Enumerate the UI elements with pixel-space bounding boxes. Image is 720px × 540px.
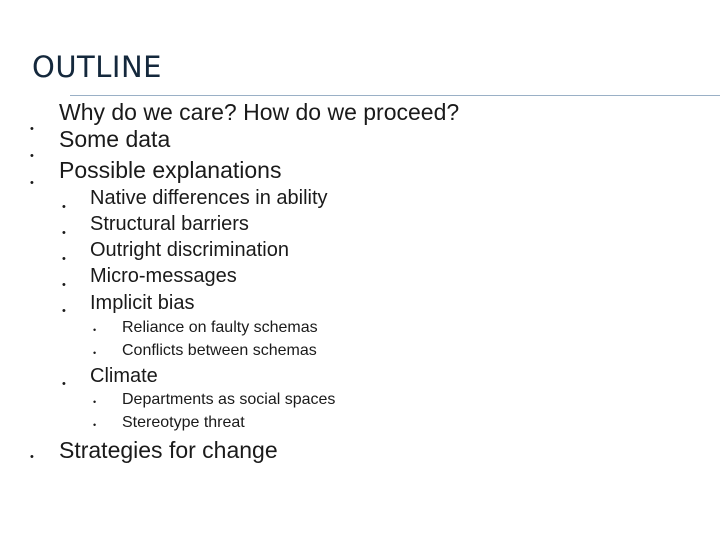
list-item-climate: Climate <box>90 365 158 387</box>
bullet-icon: • <box>93 348 97 358</box>
bullet-icon: • <box>30 451 34 463</box>
bullet-icon: • <box>62 227 66 239</box>
list-item-conflicts: Conflicts between schemas <box>122 342 317 359</box>
bullet-icon: • <box>93 420 97 430</box>
list-item-native: Native differences in ability <box>90 187 328 209</box>
list-item-strategies: Strategies for change <box>59 437 278 463</box>
bullet-icon: • <box>93 325 97 335</box>
bullet-icon: • <box>62 201 66 213</box>
list-item-implicit: Implicit bias <box>90 292 195 314</box>
list-item-structural: Structural barriers <box>90 213 249 235</box>
list-item-outright: Outright discrimination <box>90 239 289 261</box>
bullet-icon: • <box>30 150 34 162</box>
bullet-icon: • <box>62 253 66 265</box>
bullet-icon: • <box>30 177 34 189</box>
bullet-icon: • <box>30 123 34 135</box>
list-item-data: Some data <box>59 126 171 152</box>
list-item-stereotype: Stereotype threat <box>122 414 245 431</box>
list-item-explanations: Possible explanations <box>59 157 282 183</box>
title-divider <box>70 95 720 96</box>
bullet-icon: • <box>62 279 66 291</box>
bullet-icon: • <box>62 378 66 390</box>
list-item-departments: Departments as social spaces <box>122 391 336 408</box>
list-item-care: Why do we care? How do we proceed? <box>59 99 460 125</box>
list-item-reliance: Reliance on faulty schemas <box>122 319 318 336</box>
slide-title: OUTLINE <box>32 50 162 84</box>
list-item-micro: Micro-messages <box>90 265 237 287</box>
bullet-icon: • <box>62 305 66 317</box>
bullet-icon: • <box>93 397 97 407</box>
